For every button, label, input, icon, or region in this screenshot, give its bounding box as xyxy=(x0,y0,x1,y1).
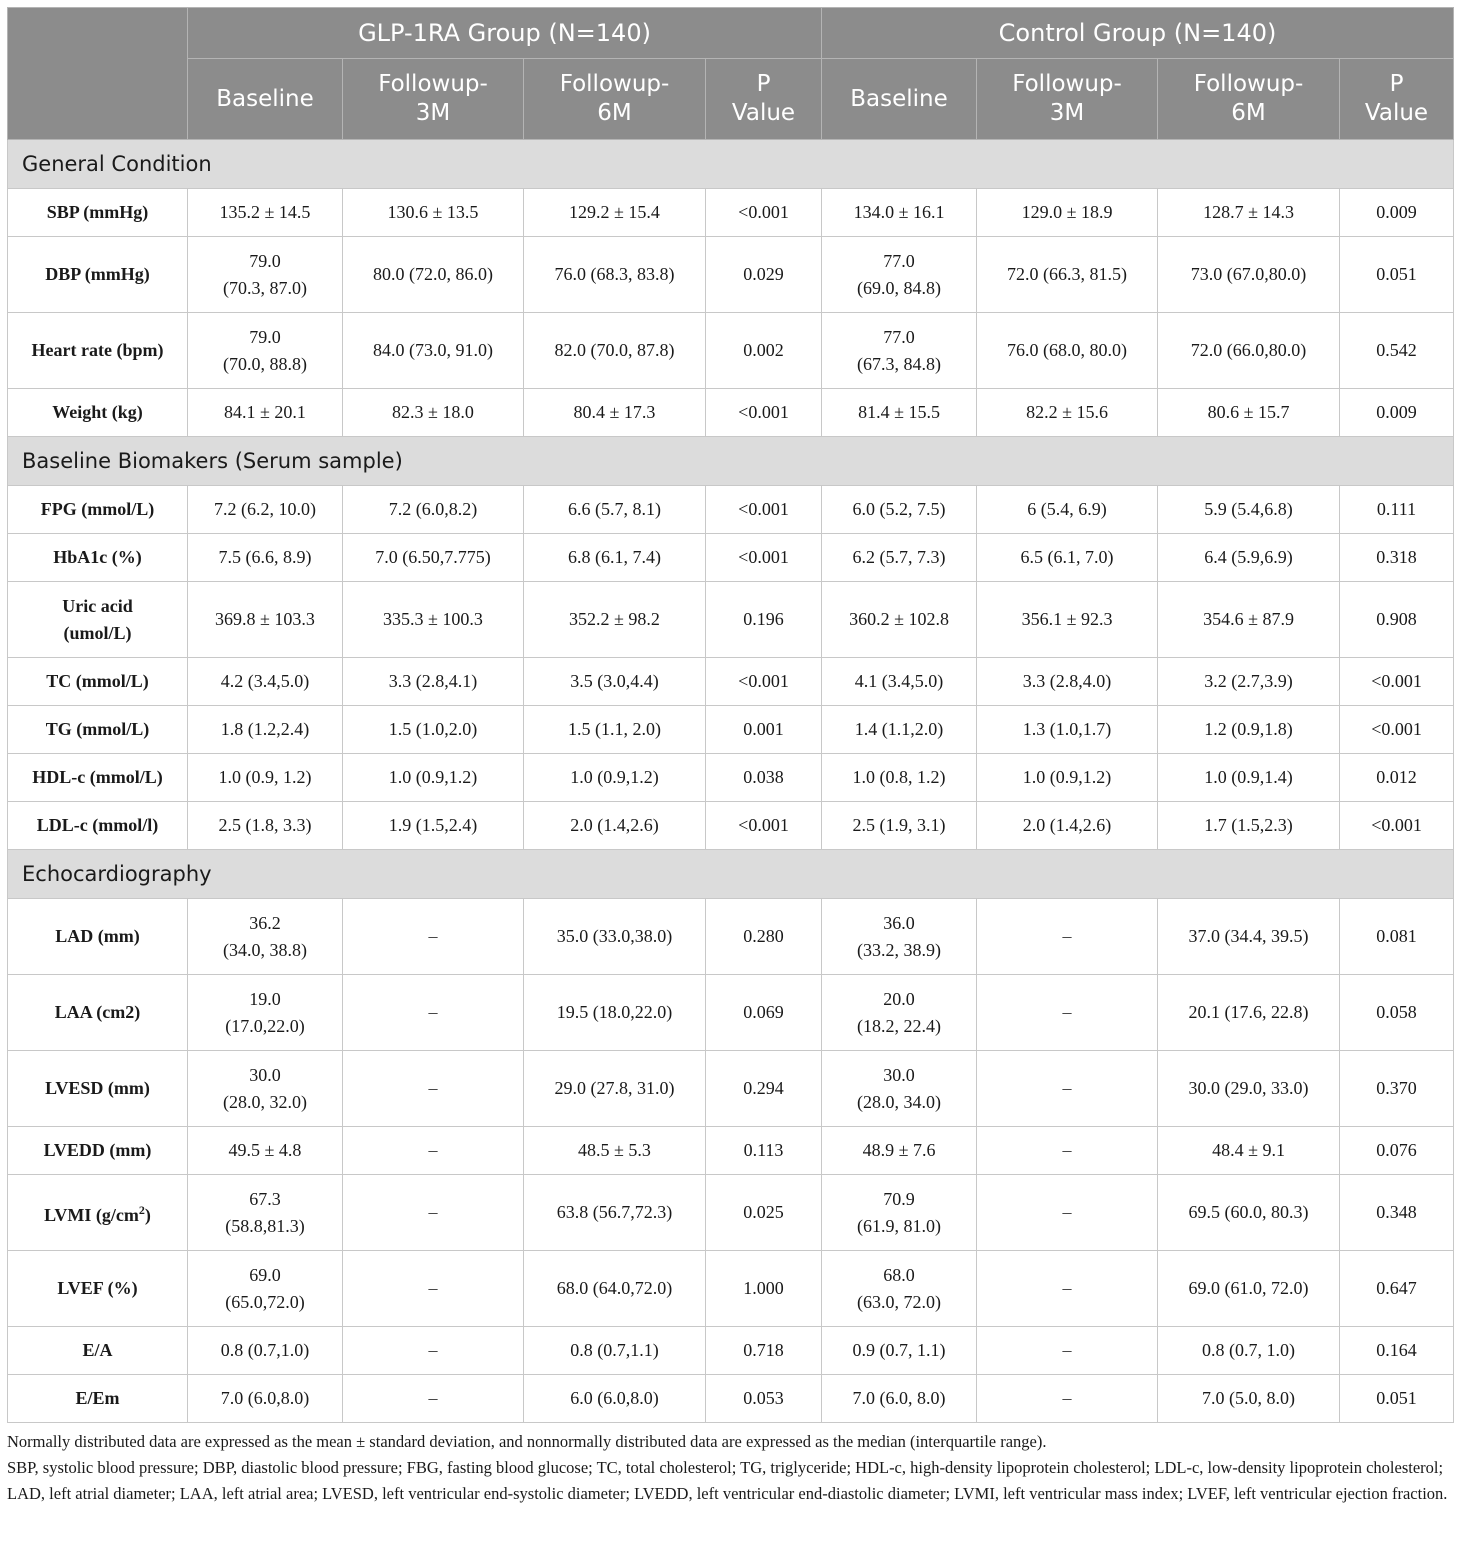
table-cell: – xyxy=(343,899,524,975)
table-row xyxy=(8,1127,1454,1175)
table-cell: 0.542 xyxy=(1340,313,1454,389)
table-cell: 72.0 (66.0,80.0) xyxy=(1158,313,1340,389)
table-cell: 48.4 ± 9.1 xyxy=(1158,1127,1340,1175)
table-cell: 0.348 xyxy=(1340,1175,1454,1251)
table-cell: 82.0 (70.0, 87.8) xyxy=(524,313,706,389)
table-cell: – xyxy=(977,1051,1158,1127)
table-cell: 3.2 (2.7,3.9) xyxy=(1158,658,1340,706)
table-cell: 0.8 (0.7,1.0) xyxy=(188,1327,343,1375)
table-cell: 63.8 (56.7,72.3) xyxy=(524,1175,706,1251)
table-cell: 80.0 (72.0, 86.0) xyxy=(343,237,524,313)
table-cell: 0.280 xyxy=(706,899,822,975)
table-cell: 20.0 (18.2, 22.4) xyxy=(822,975,977,1051)
group-header-control: Control Group (N=140) xyxy=(822,8,1454,59)
table-cell: 3.5 (3.0,4.4) xyxy=(524,658,706,706)
table-cell: 1.3 (1.0,1.7) xyxy=(977,706,1158,754)
table-cell: 6.8 (6.1, 7.4) xyxy=(524,534,706,582)
table-cell: 4.2 (3.4,5.0) xyxy=(188,658,343,706)
table-row xyxy=(8,975,1454,1051)
table-cell: 1.0 (0.9, 1.2) xyxy=(188,754,343,802)
table-cell: – xyxy=(977,1375,1158,1423)
table-cell: 19.5 (18.0,22.0) xyxy=(524,975,706,1051)
table-cell: 5.9 (5.4,6.8) xyxy=(1158,486,1340,534)
table-cell: – xyxy=(343,1127,524,1175)
table-cell: 0.051 xyxy=(1340,1375,1454,1423)
table-cell: 1.5 (1.0,2.0) xyxy=(343,706,524,754)
table-cell: 335.3 ± 100.3 xyxy=(343,582,524,658)
table-cell: 1.9 (1.5,2.4) xyxy=(343,802,524,850)
table-cell: 72.0 (66.3, 81.5) xyxy=(977,237,1158,313)
table-cell: 6.0 (6.0,8.0) xyxy=(524,1375,706,1423)
table-row xyxy=(8,658,1454,706)
table-cell: 30.0 (29.0, 33.0) xyxy=(1158,1051,1340,1127)
table-row xyxy=(8,389,1454,437)
table-cell: – xyxy=(977,1251,1158,1327)
subheader-control-2: Followup- 6M xyxy=(1158,59,1340,140)
row-label: LVEF (%) xyxy=(8,1251,188,1327)
table-cell: 0.9 (0.7, 1.1) xyxy=(822,1327,977,1375)
table-row xyxy=(8,706,1454,754)
subheader-glp1ra-0: Baseline xyxy=(188,59,343,140)
table-cell: 69.0 (65.0,72.0) xyxy=(188,1251,343,1327)
table-row xyxy=(8,189,1454,237)
header-corner xyxy=(8,8,188,140)
table-cell: 4.1 (3.4,5.0) xyxy=(822,658,977,706)
table-row xyxy=(8,1251,1454,1327)
table-cell: 0.038 xyxy=(706,754,822,802)
table-cell: 30.0 (28.0, 32.0) xyxy=(188,1051,343,1127)
table-cell: 6.5 (6.1, 7.0) xyxy=(977,534,1158,582)
row-label: SBP (mmHg) xyxy=(8,189,188,237)
subheader-control-3: P Value xyxy=(1340,59,1454,140)
table-cell: 77.0 (69.0, 84.8) xyxy=(822,237,977,313)
table-cell: <0.001 xyxy=(706,802,822,850)
group-header-glp1ra: GLP-1RA Group (N=140) xyxy=(188,8,822,59)
row-label: E/Em xyxy=(8,1375,188,1423)
table-cell: 0.025 xyxy=(706,1175,822,1251)
table-cell: 79.0 (70.0, 88.8) xyxy=(188,313,343,389)
table-cell: 49.5 ± 4.8 xyxy=(188,1127,343,1175)
table-row xyxy=(8,1375,1454,1423)
table-cell: 0.002 xyxy=(706,313,822,389)
table-cell: 0.718 xyxy=(706,1327,822,1375)
table-row xyxy=(8,1327,1454,1375)
table-cell: 68.0 (63.0, 72.0) xyxy=(822,1251,977,1327)
table-cell: 0.111 xyxy=(1340,486,1454,534)
table-cell: 0.012 xyxy=(1340,754,1454,802)
table-cell: <0.001 xyxy=(706,534,822,582)
footnotes xyxy=(7,1429,1453,1507)
table-cell: 2.5 (1.8, 3.3) xyxy=(188,802,343,850)
row-label: FPG (mmol/L) xyxy=(8,486,188,534)
table-row xyxy=(8,899,1454,975)
table-cell: 73.0 (67.0,80.0) xyxy=(1158,237,1340,313)
table-row xyxy=(8,534,1454,582)
table-cell: 0.051 xyxy=(1340,237,1454,313)
table-cell: 0.370 xyxy=(1340,1051,1454,1127)
table-cell: 0.081 xyxy=(1340,899,1454,975)
table-cell: – xyxy=(343,1051,524,1127)
table-cell: 0.318 xyxy=(1340,534,1454,582)
table-cell: 0.113 xyxy=(706,1127,822,1175)
table-cell: – xyxy=(977,975,1158,1051)
table-cell: 0.053 xyxy=(706,1375,822,1423)
table-cell: 0.294 xyxy=(706,1051,822,1127)
table-cell: 3.3 (2.8,4.1) xyxy=(343,658,524,706)
table-cell: – xyxy=(977,1127,1158,1175)
table-cell: 1.0 (0.9,1.2) xyxy=(524,754,706,802)
table-cell: 69.5 (60.0, 80.3) xyxy=(1158,1175,1340,1251)
table-cell: 77.0 (67.3, 84.8) xyxy=(822,313,977,389)
section-title: Baseline Biomakers (Serum sample) xyxy=(8,437,1454,486)
table-cell: 37.0 (34.4, 39.5) xyxy=(1158,899,1340,975)
table-cell: 1.7 (1.5,2.3) xyxy=(1158,802,1340,850)
table-cell: – xyxy=(343,1251,524,1327)
table-cell: <0.001 xyxy=(706,189,822,237)
table-cell: 360.2 ± 102.8 xyxy=(822,582,977,658)
table-row xyxy=(8,754,1454,802)
row-label: HbA1c (%) xyxy=(8,534,188,582)
table-cell: – xyxy=(343,1175,524,1251)
row-label: HDL-c (mmol/L) xyxy=(8,754,188,802)
table-cell: <0.001 xyxy=(1340,658,1454,706)
table-cell: 80.4 ± 17.3 xyxy=(524,389,706,437)
table-cell: 0.196 xyxy=(706,582,822,658)
table-cell: <0.001 xyxy=(706,389,822,437)
table-cell: 0.009 xyxy=(1340,389,1454,437)
row-label: LVESD (mm) xyxy=(8,1051,188,1127)
subheader-glp1ra-2: Followup- 6M xyxy=(524,59,706,140)
table-cell: <0.001 xyxy=(1340,706,1454,754)
table-cell: 30.0 (28.0, 34.0) xyxy=(822,1051,977,1127)
table-cell: – xyxy=(343,1327,524,1375)
table-cell: 2.0 (1.4,2.6) xyxy=(524,802,706,850)
subheader-control-0: Baseline xyxy=(822,59,977,140)
table-row xyxy=(8,1175,1454,1251)
table-body xyxy=(8,140,1454,1423)
subheader-glp1ra-1: Followup- 3M xyxy=(343,59,524,140)
table-cell: 1.0 (0.9,1.2) xyxy=(977,754,1158,802)
table-cell: <0.001 xyxy=(1340,802,1454,850)
table-cell: 1.8 (1.2,2.4) xyxy=(188,706,343,754)
table-cell: 7.2 (6.0,8.2) xyxy=(343,486,524,534)
table-cell: 129.2 ± 15.4 xyxy=(524,189,706,237)
table-cell: 135.2 ± 14.5 xyxy=(188,189,343,237)
table-cell: 7.0 (6.50,7.775) xyxy=(343,534,524,582)
table-cell: 356.1 ± 92.3 xyxy=(977,582,1158,658)
table-cell: 1.000 xyxy=(706,1251,822,1327)
table-row xyxy=(8,802,1454,850)
section-title: Echocardiography xyxy=(8,850,1454,899)
table-cell: 7.0 (5.0, 8.0) xyxy=(1158,1375,1340,1423)
table-cell: – xyxy=(977,1327,1158,1375)
table-header xyxy=(8,8,1454,140)
table-cell: 81.4 ± 15.5 xyxy=(822,389,977,437)
table-cell: 70.9 (61.9, 81.0) xyxy=(822,1175,977,1251)
footnote-abbreviations: SBP, systolic blood pressure; DBP, diastolic blood pressure; FBG, fasting blood glucose; TC, total cholesterol; TG, triglyceride; HDL-c, high-density lipoprotein cholesterol; LDL-c, low-density lipoprotein cholesterol; LAD, left atrial diameter; LAA, left atrial area; LVESD, left ventricular end-systolic diameter; LVEDD, left ventricular end-diastolic diameter; LVMI, left ventricular mass index; LVEF, left ventricular ejection fraction. xyxy=(7,1458,1448,1503)
section-row xyxy=(8,140,1454,189)
row-label: LAA (cm2) xyxy=(8,975,188,1051)
section-row xyxy=(8,850,1454,899)
row-label: TC (mmol/L) xyxy=(8,658,188,706)
table-cell: 48.9 ± 7.6 xyxy=(822,1127,977,1175)
footnote-distribution: Normally distributed data are expressed as the mean ± standard deviation, and nonnormally distributed data are expressed as the median (interquartile range). xyxy=(7,1432,1047,1451)
table-cell: 20.1 (17.6, 22.8) xyxy=(1158,975,1340,1051)
table-cell: 6 (5.4, 6.9) xyxy=(977,486,1158,534)
table-cell: 0.069 xyxy=(706,975,822,1051)
row-label: LVEDD (mm) xyxy=(8,1127,188,1175)
table-cell: 3.3 (2.8,4.0) xyxy=(977,658,1158,706)
table-cell: 128.7 ± 14.3 xyxy=(1158,189,1340,237)
table-cell: 29.0 (27.8, 31.0) xyxy=(524,1051,706,1127)
table-cell: 79.0 (70.3, 87.0) xyxy=(188,237,343,313)
table-cell: 6.0 (5.2, 7.5) xyxy=(822,486,977,534)
table-cell: 1.4 (1.1,2.0) xyxy=(822,706,977,754)
row-label: DBP (mmHg) xyxy=(8,237,188,313)
row-label: LDL-c (mmol/l) xyxy=(8,802,188,850)
table-cell: 354.6 ± 87.9 xyxy=(1158,582,1340,658)
table-cell: 369.8 ± 103.3 xyxy=(188,582,343,658)
table-cell: 19.0 (17.0,22.0) xyxy=(188,975,343,1051)
table-cell: 84.1 ± 20.1 xyxy=(188,389,343,437)
table-cell: 82.3 ± 18.0 xyxy=(343,389,524,437)
table-cell: 80.6 ± 15.7 xyxy=(1158,389,1340,437)
table-cell: 84.0 (73.0, 91.0) xyxy=(343,313,524,389)
table-cell: <0.001 xyxy=(706,658,822,706)
table-row xyxy=(8,1051,1454,1127)
table-cell: 6.6 (5.7, 8.1) xyxy=(524,486,706,534)
table-cell: 0.647 xyxy=(1340,1251,1454,1327)
table-cell: – xyxy=(977,899,1158,975)
table-cell: 7.5 (6.6, 8.9) xyxy=(188,534,343,582)
table-cell: 36.0 (33.2, 38.9) xyxy=(822,899,977,975)
table-cell: – xyxy=(977,1175,1158,1251)
table-cell: 76.0 (68.0, 80.0) xyxy=(977,313,1158,389)
table-cell: 68.0 (64.0,72.0) xyxy=(524,1251,706,1327)
table-cell: 0.8 (0.7, 1.0) xyxy=(1158,1327,1340,1375)
table-row xyxy=(8,582,1454,658)
table-cell: 2.5 (1.9, 3.1) xyxy=(822,802,977,850)
table-cell: 36.2 (34.0, 38.8) xyxy=(188,899,343,975)
table-cell: 129.0 ± 18.9 xyxy=(977,189,1158,237)
table-cell: 0.009 xyxy=(1340,189,1454,237)
row-label: LVMI $(g/cm^2)$ xyxy=(8,1175,188,1251)
table-cell: 0.8 (0.7,1.1) xyxy=(524,1327,706,1375)
table-cell: – xyxy=(343,975,524,1051)
table-cell: 7.0 (6.0, 8.0) xyxy=(822,1375,977,1423)
table-cell: 134.0 ± 16.1 xyxy=(822,189,977,237)
table-cell: 1.2 (0.9,1.8) xyxy=(1158,706,1340,754)
table-row xyxy=(8,486,1454,534)
section-title: General Condition xyxy=(8,140,1454,189)
table-cell: 130.6 ± 13.5 xyxy=(343,189,524,237)
row-label: Heart rate (bpm) xyxy=(8,313,188,389)
table-cell: 6.2 (5.7, 7.3) xyxy=(822,534,977,582)
table-cell: 0.076 xyxy=(1340,1127,1454,1175)
table-cell: 0.029 xyxy=(706,237,822,313)
table-cell: 67.3 (58.8,81.3) xyxy=(188,1175,343,1251)
table-cell: 82.2 ± 15.6 xyxy=(977,389,1158,437)
row-label: LAD (mm) xyxy=(8,899,188,975)
table-cell: 7.0 (6.0,8.0) xyxy=(188,1375,343,1423)
data-table xyxy=(7,7,1454,1423)
table-cell: 48.5 ± 5.3 xyxy=(524,1127,706,1175)
row-label: Weight (kg) xyxy=(8,389,188,437)
table-cell: 76.0 (68.3, 83.8) xyxy=(524,237,706,313)
table-cell: 69.0 (61.0, 72.0) xyxy=(1158,1251,1340,1327)
table-row xyxy=(8,237,1454,313)
section-row xyxy=(8,437,1454,486)
row-label: TG (mmol/L) xyxy=(8,706,188,754)
table-row xyxy=(8,313,1454,389)
subheader-control-1: Followup- 3M xyxy=(977,59,1158,140)
table-cell: 1.5 (1.1, 2.0) xyxy=(524,706,706,754)
table-cell: 1.0 (0.8, 1.2) xyxy=(822,754,977,802)
table-cell: 1.0 (0.9,1.2) xyxy=(343,754,524,802)
table-cell: <0.001 xyxy=(706,486,822,534)
table-cell: – xyxy=(343,1375,524,1423)
table-cell: 1.0 (0.9,1.4) xyxy=(1158,754,1340,802)
table-cell: 0.164 xyxy=(1340,1327,1454,1375)
table-cell: 6.4 (5.9,6.9) xyxy=(1158,534,1340,582)
table-container xyxy=(7,7,1453,1507)
row-label: Uric acid (umol/L) xyxy=(8,582,188,658)
table-cell: 0.908 xyxy=(1340,582,1454,658)
row-label: E/A xyxy=(8,1327,188,1375)
table-cell: 2.0 (1.4,2.6) xyxy=(977,802,1158,850)
table-cell: 7.2 (6.2, 10.0) xyxy=(188,486,343,534)
table-cell: 35.0 (33.0,38.0) xyxy=(524,899,706,975)
table-cell: 0.001 xyxy=(706,706,822,754)
table-cell: 0.058 xyxy=(1340,975,1454,1051)
subheader-glp1ra-3: P Value xyxy=(706,59,822,140)
table-cell: 352.2 ± 98.2 xyxy=(524,582,706,658)
